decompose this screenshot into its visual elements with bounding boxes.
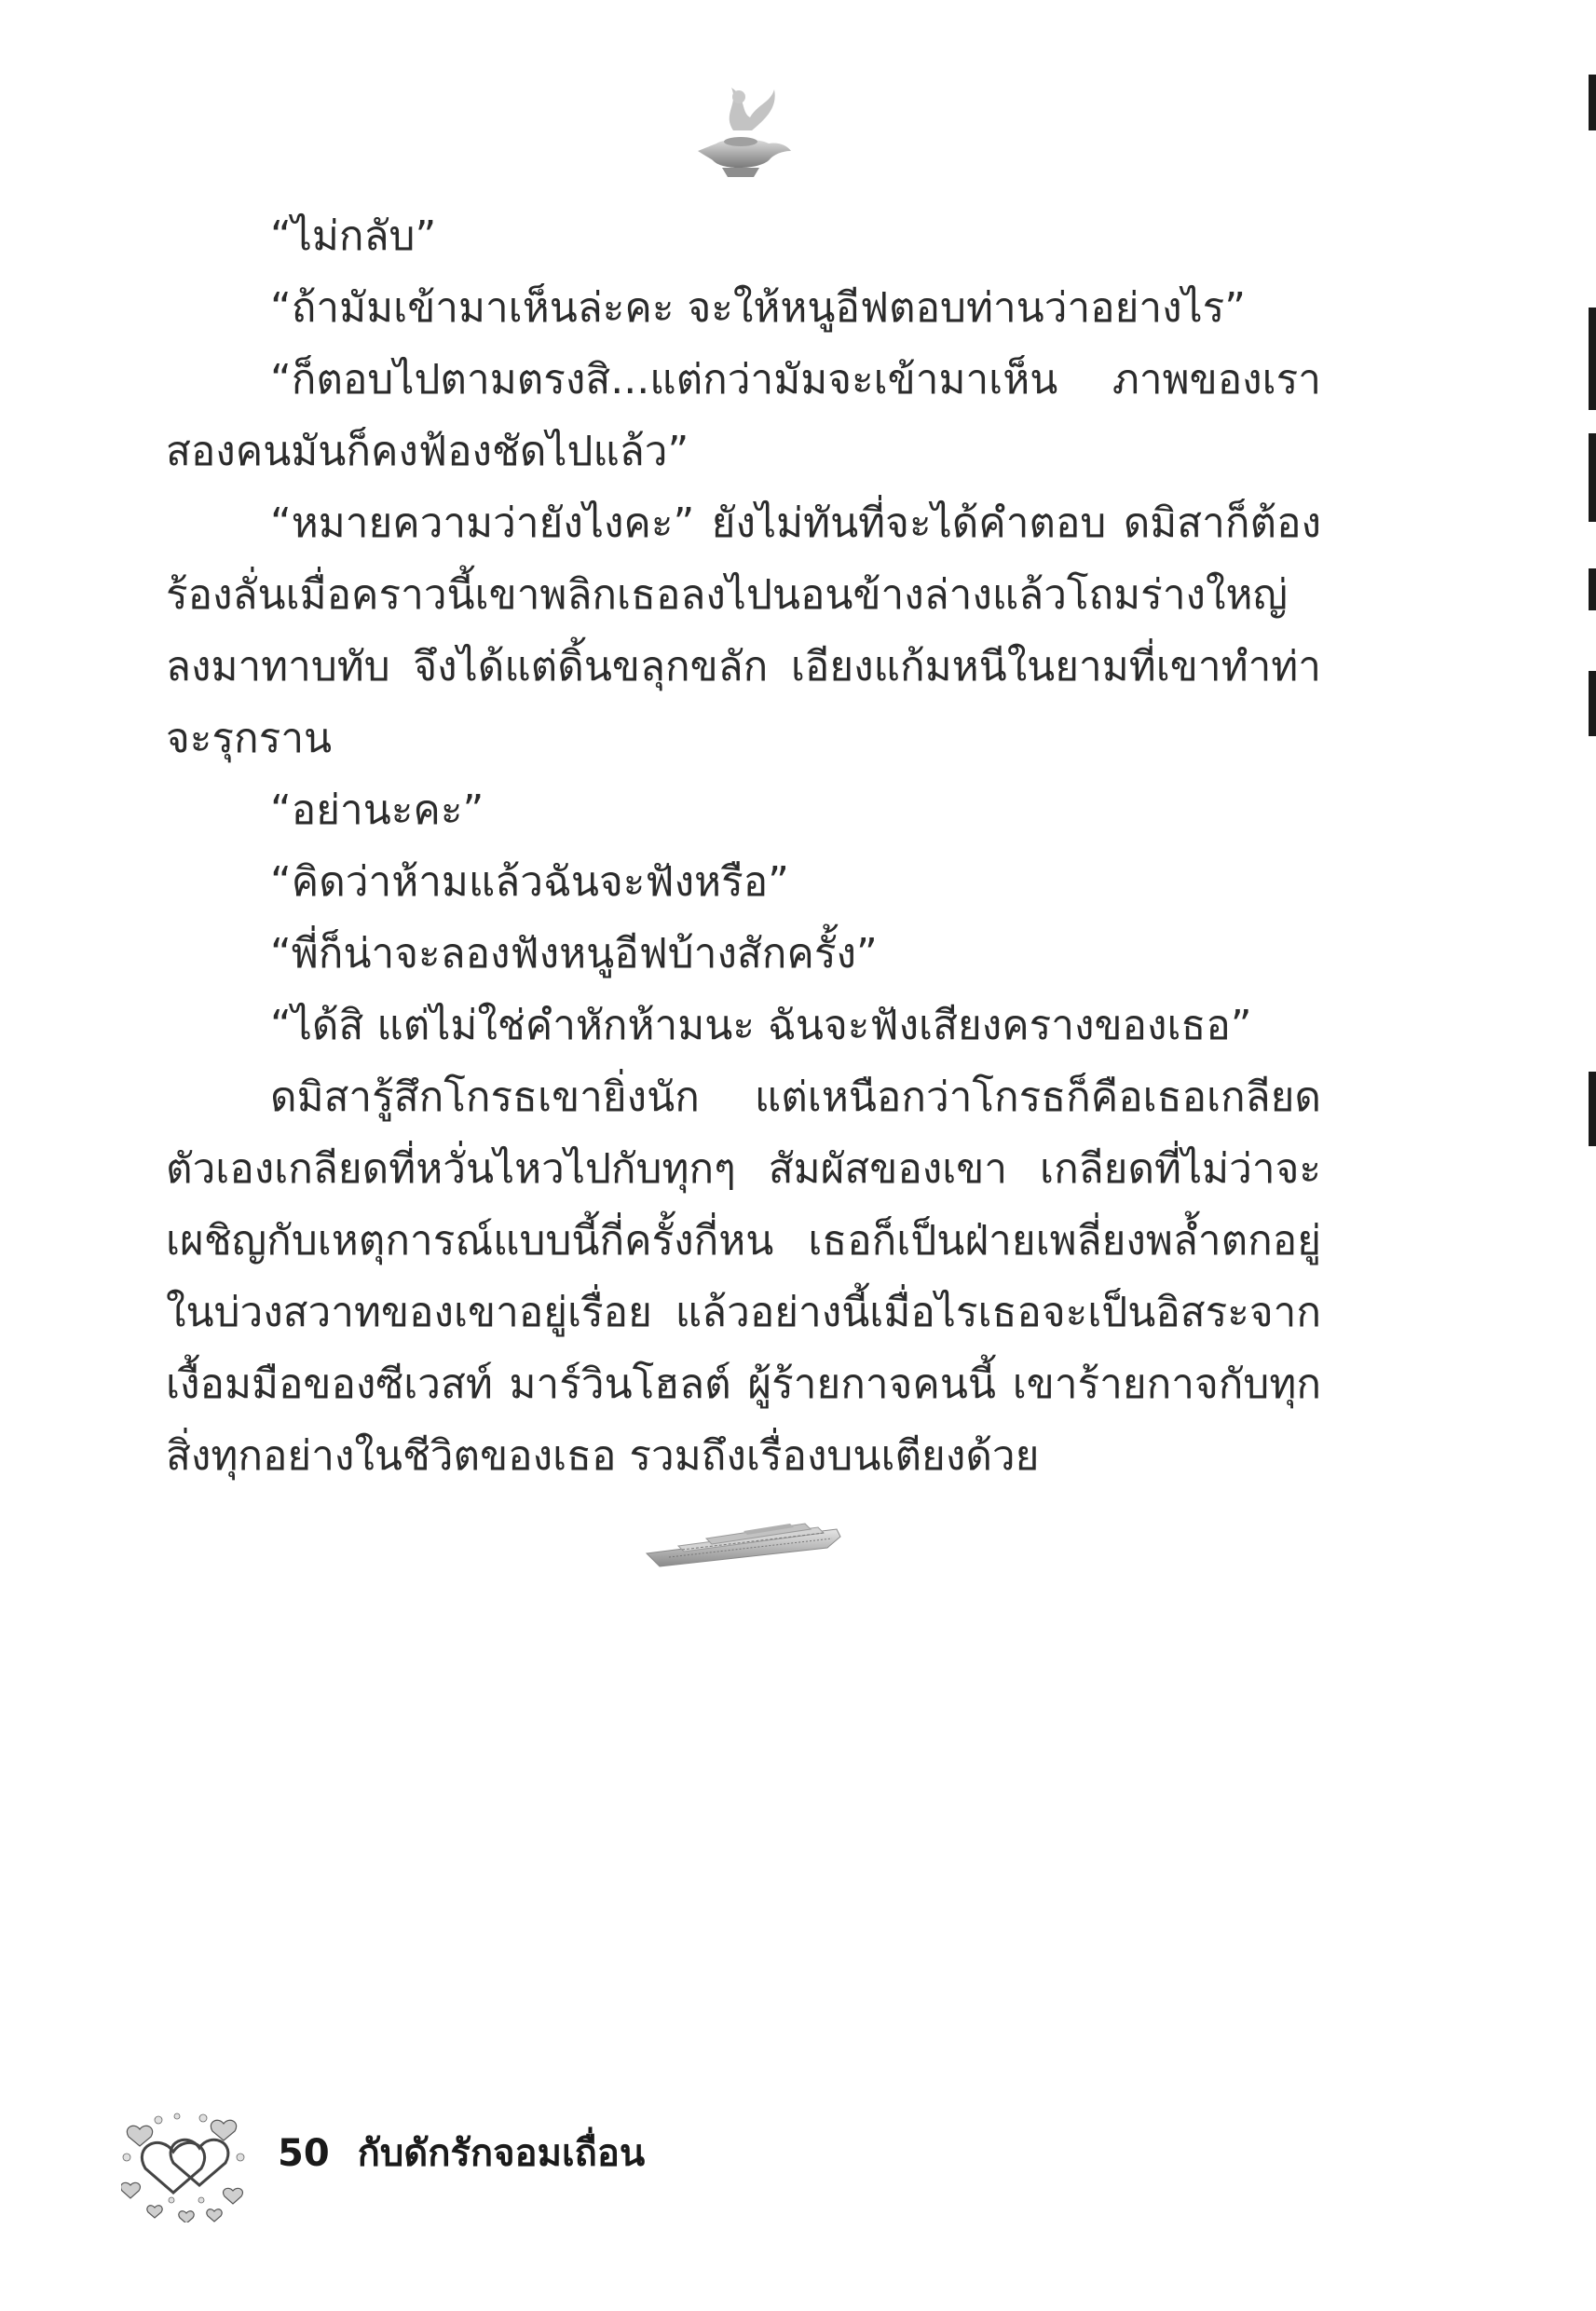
paragraph: “ไม่กลับ” [270,212,437,260]
paragraph: “ถ้ามัมเข้ามาเห็นล่ะคะ จะให้หนูอีฟตอบท่านว่าอย่างไร” [270,284,1247,332]
paragraph: “พี่ก็น่าจะลองฟังหนูอีฟบ้างสักครั้ง” [270,930,878,978]
paragraph: “อย่านะคะ” [270,786,484,834]
cruise-ship-icon [641,1496,846,1570]
paragraph: “ก็ตอบไปตามตรงสิ...แต่กว่ามัมจะเข้ามาเห็น ภาพของเราสองคนมันก็คงฟ้องชัดไปแล้ว” [166,356,1321,475]
page-footer [278,2123,645,2182]
book-title: กับดักรักจอมเถื่อน [357,2132,646,2175]
paragraph: “หมายความว่ายังไงคะ” ยังไม่ทันที่จะได้คำตอบ ดมิสาก็ต้องร้องลั่นเมื่อคราวนี้เขาพลิกเธอลงไปนอนข้างล่างแล้วโถมร่างใหญ่ลงมาทาบทับ จึงได้แต่ดิ้นขลุกขลัก เอียงแก้มหนีในยามที่เขาทำท่าจะรุกราน [166,499,1321,762]
body-text [166,200,1321,1492]
genie-lamp-icon [685,76,797,188]
hearts-icon [121,2111,252,2222]
paragraph: ดมิสารู้สึกโกรธเขายิ่งนัก แต่เหนือกว่าโกรธก็คือเธอเกลียดตัวเองเกลียดที่หวั่นไหวไปกับทุกๆ สัมผัสของเขา เกลียดที่ไม่ว่าจะเผชิญกับเหตุการณ์แบบนี้กี่ครั้งกี่หน เธอก็เป็นฝ่ายเพลี่ยงพล้ำตกอยู่ในบ่วงสวาทของเขาอยู่เรื่อย แล้วอย่างนี้เมื่อไรเธอจะเป็นอิสระจากเงื้อมมือของซีเวสท์ มาร์วินโฮลต์ ผู้ร้ายกาจคนนี้ เขาร้ายกาจกับทุกสิ่งทุกอย่างในชีวิตของเธอ รวมถึงเรื่องบนเตียงด้วย [166,1073,1321,1480]
page-edge-marks [1583,0,1596,1211]
paragraph: “คิดว่าห้ามแล้วฉันจะฟังหรือ” [270,858,789,906]
page-number: 50 [278,2132,330,2175]
paragraph: “ได้สิ แต่ไม่ใช่คำหักห้ามนะ ฉันจะฟังเสียงครางของเธอ” [270,1002,1252,1049]
